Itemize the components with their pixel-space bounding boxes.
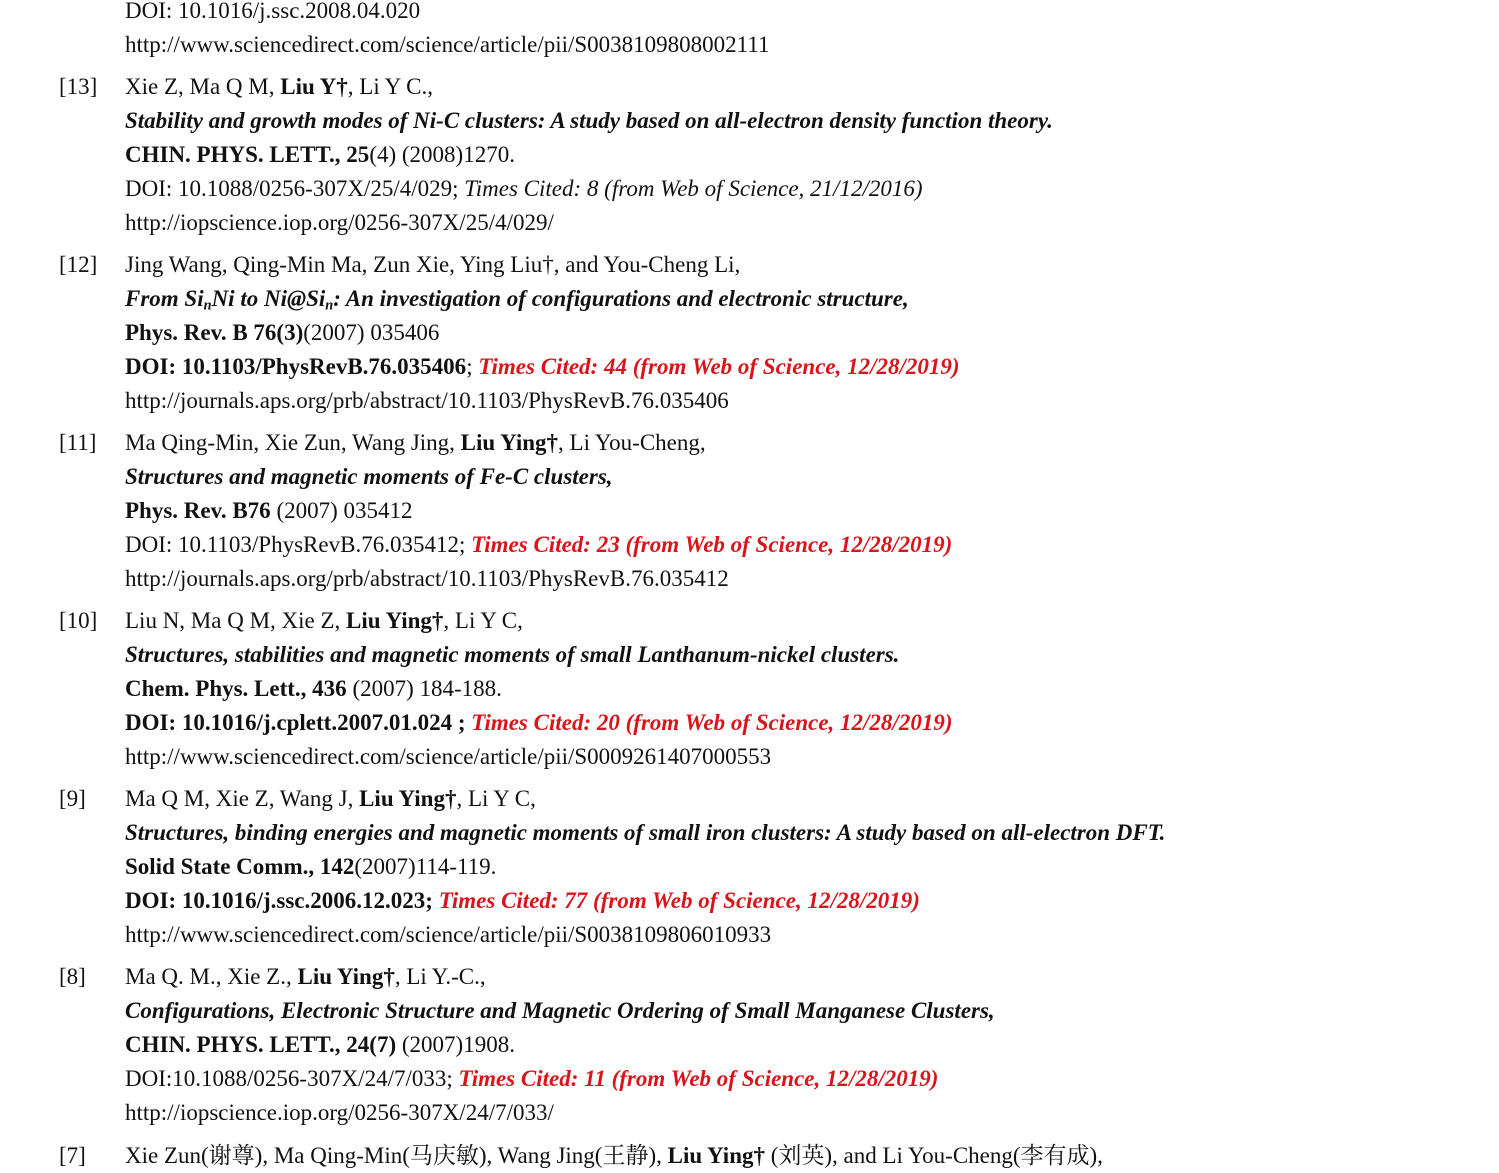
ref-9-title: Structures, binding energies and magnetic moments of small iron clusters: A study based on all-electron DFT. [125,820,1166,845]
ref-11-number: [11] [59,430,97,455]
ref-10-journal: Chem. Phys. Lett., 436 (2007) 184-188. [125,676,502,701]
ref-12-journal: Phys. Rev. B 76(3)(2007) 035406 [125,320,440,345]
ref-10-url[interactable]: http://www.sciencedirect.com/science/article/pii/S0009261407000553 [125,744,772,769]
ref-11-doi: DOI: 10.1103/PhysRevB.76.035412; Times Cited: 23 (from Web of Science, 12/28/2019) [125,532,953,557]
ref-10-doi: DOI: 10.1016/j.cplett.2007.01.024 ; Times Cited: 20 (from Web of Science, 12/28/2019) [125,710,953,735]
ref-10-authors: Liu N, Ma Q M, Xie Z, Liu Ying†, Li Y C, [125,608,523,633]
ref-9-journal: Solid State Comm., 142(2007)114-119. [125,854,497,879]
ref-10-number: [10] [59,608,98,633]
ref-14-doi: DOI: 10.1016/j.ssc.2008.04.020 [125,0,421,23]
ref-13-url[interactable]: http://iopscience.iop.org/0256-307X/25/4/029/ [125,210,554,235]
ref-12-number: [12] [59,252,98,277]
ref-8-url[interactable]: http://iopscience.iop.org/0256-307X/24/7/033/ [125,1100,554,1125]
ref-12-url[interactable]: http://journals.aps.org/prb/abstract/10.1103/PhysRevB.76.035406 [125,388,729,413]
ref-7-number: [7] [59,1143,86,1168]
ref-13-authors: Xie Z, Ma Q M, Liu Y†, Li Y C., [125,74,433,99]
ref-13-number: [13] [59,74,98,99]
ref-8-times-cited: Times Cited: 11 (from Web of Science, 12/28/2019) [458,1066,939,1091]
ref-12-title: From $Si_nNi$ to $Ni@Si_n$: An investigation of configurations and electronic structure, [125,286,909,314]
ref-8-authors: Ma Q. M., Xie Z., Liu Ying†, Li Y.-C., [125,964,486,989]
ref-11-times-cited: Times Cited: 23 (from Web of Science, 12/28/2019) [471,532,953,557]
ref-13-title: Stability and growth modes of Ni-C clusters: A study based on all-electron density function theory. [125,108,1053,133]
ref-12-authors: Jing Wang, Qing-Min Ma, Zun Xie, Ying Liu†, and You-Cheng Li, [125,252,741,277]
ref-13-times-cited: Times Cited: 8 (from Web of Science, 21/12/2016) [464,176,923,201]
ref-11-url[interactable]: http://journals.aps.org/prb/abstract/10.1103/PhysRevB.76.035412 [125,566,729,591]
ref-12-times-cited: Times Cited: 44 (from Web of Science, 12/28/2019) [478,354,960,379]
ref-11-title: Structures and magnetic moments of Fe-C clusters, [125,464,613,489]
ref-10-title: Structures, stabilities and magnetic moments of small Lanthanum-nickel clusters. [125,642,900,667]
ref-13-journal: CHIN. PHYS. LETT., 25(4) (2008)1270. [125,142,515,167]
ref-11-journal: Phys. Rev. B76 (2007) 035412 [125,498,413,523]
ref-9-number: [9] [59,786,86,811]
ref-14-url[interactable]: http://www.sciencedirect.com/science/article/pii/S0038109808002111 [125,32,770,57]
ref-9-url[interactable]: http://www.sciencedirect.com/science/article/pii/S0038109806010933 [125,922,772,947]
ref-8-journal: CHIN. PHYS. LETT., 24(7) (2007)1908. [125,1032,515,1057]
ref-8-number: [8] [59,964,86,989]
ref-11-authors: Ma Qing-Min, Xie Zun, Wang Jing, Liu Ying†, Li You-Cheng, [125,430,706,455]
ref-8-title: Configurations, Electronic Structure and Magnetic Ordering of Small Manganese Clusters, [125,998,995,1023]
ref-9-times-cited: Times Cited: 77 (from Web of Science, 12/28/2019) [438,888,920,913]
ref-10-times-cited: Times Cited: 20 (from Web of Science, 12/28/2019) [471,710,953,735]
ref-8-doi: DOI:10.1088/0256-307X/24/7/033; Times Cited: 11 (from Web of Science, 12/28/2019) [125,1066,939,1091]
ref-12-doi: DOI: 10.1103/PhysRevB.76.035406; Times Cited: 44 (from Web of Science, 12/28/2019) [125,354,960,379]
ref-9-doi: DOI: 10.1016/j.ssc.2006.12.023; Times Cited: 77 (from Web of Science, 12/28/2019) [125,888,920,913]
ref-13-doi: DOI: 10.1088/0256-307X/25/4/029; Times Cited: 8 (from Web of Science, 21/12/2016) [125,176,923,201]
ref-7-authors: Xie Zun(谢尊), Ma Qing-Min(马庆敏), Wang Jing(王静), Liu Ying† (刘英), and Li You-Cheng(李有成), [125,1143,1103,1168]
ref-9-authors: Ma Q M, Xie Z, Wang J, Liu Ying†, Li Y C, [125,786,536,811]
